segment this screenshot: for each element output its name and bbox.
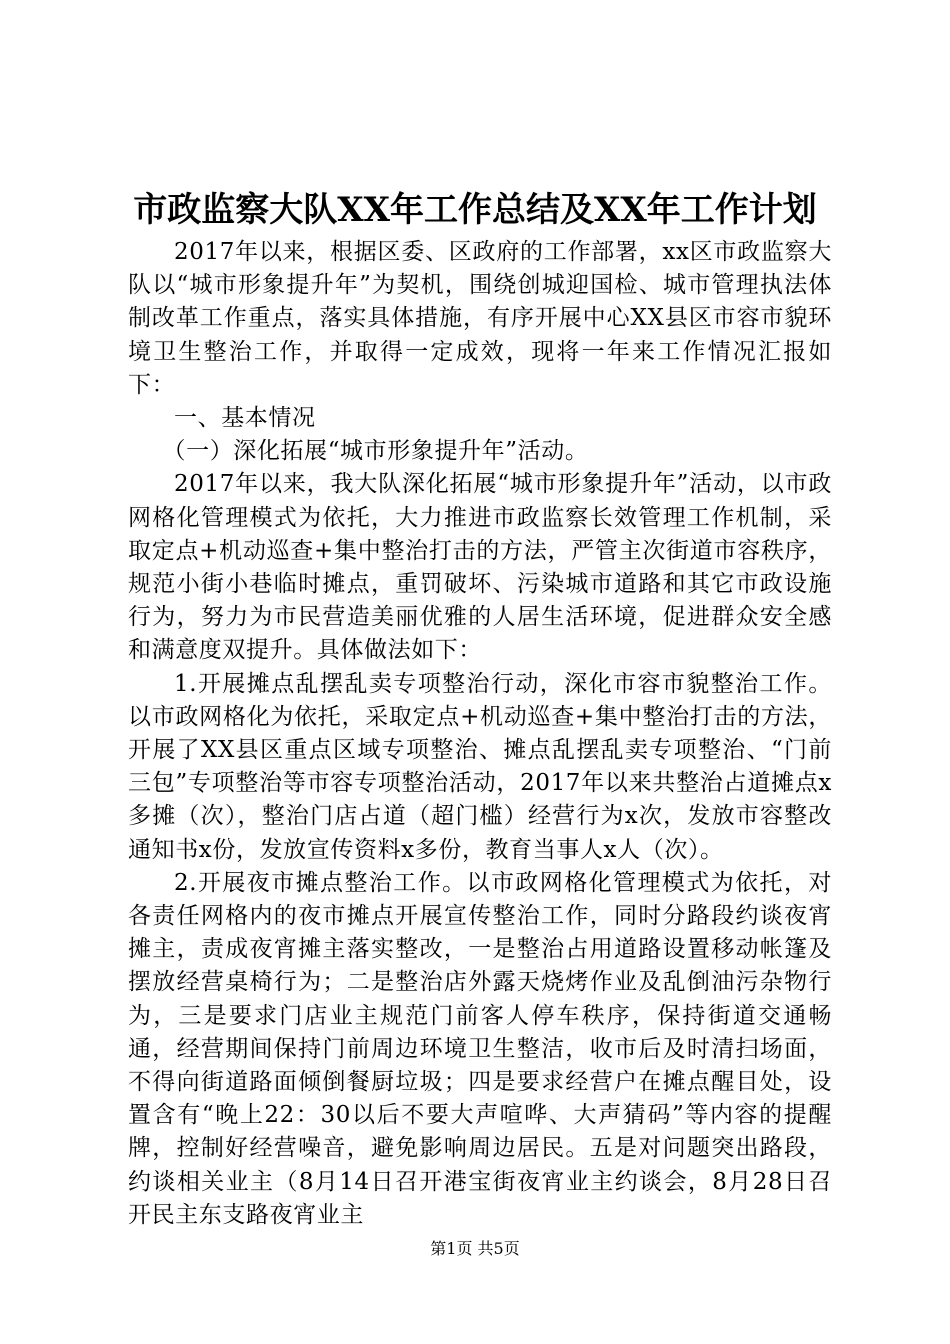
item-2-paragraph: 2.开展夜市摊点整治工作。以市政网格化管理模式为依托，对各责任网格内的夜市摊点开展宣传整治工作，同时分路段约谈夜宵摊主，责成夜宵摊主落实整改，一是整治占用道路设置移动帐篷及摆放经营桌椅行为；二是整治店外露天烧烤作业及乱倒油污杂物行为，三是要求门店业主规范门前客人停车秩序，保持街道交通畅通，经营期间保持门前周边环境卫生整洁，收市后及时清扫场面，不得向街道路面倾倒餐厨垃圾；四是要求经营户在摊点醒目处，设置含有“晚上22：30以后不要大声喧哗、大声猜码”等内容的提醒牌，控制好经营噪音，避免影响周边居民。五是对问题突出路段，约谈相关业主（8月14日召开港宝街夜宵业主约谈会，8月28日召开民主东支路夜宵业主 bbox=[128, 869, 832, 1228]
document-title: 市政监察大队XX年工作总结及XX年工作计划 bbox=[133, 190, 817, 230]
item-1-paragraph: 1.开展摊点乱摆乱卖专项整治行动，深化市容市貌整治工作。以市政网格化为依托，采取定点+机动巡查+集中整治打击的方法，开展了XX县区重点区域专项整治、摊点乱摆乱卖专项整治、“门前三包”专项整治等市容专项整治活动，2017年以来共整治占道摊点x多摊（次），整治门店占道（超门槛）经营行为x次，发放市容整改通知书x份，发放宣传资料x多份，教育当事人x人（次）。 bbox=[128, 670, 832, 863]
document-body bbox=[128, 236, 832, 1232]
intro-paragraph: 2017年以来，根据区委、区政府的工作部署，xx区市政监察大队以“城市形象提升年”为契机，围绕创城迎国检、城市管理执法体制改革工作重点，落实具体措施，有序开展中心XX县区市容市貌环境卫生整治工作，并取得一定成效，现将一年来工作情况汇报如下： bbox=[128, 239, 832, 398]
section-heading-basic: 一、基本情况 bbox=[174, 405, 316, 432]
subsection-heading-deepen: （一）深化拓展“城市形象提升年”活动。 bbox=[162, 438, 589, 465]
activity-paragraph: 2017年以来，我大队深化拓展“城市形象提升年”活动，以市政网格化管理模式为依托，大力推进市政监察长效管理工作机制，采取定点+机动巡查+集中整治打击的方法，严管主次街道市容秩序，规范小街小巷临时摊点，重罚破坏、污染城市道路和其它市政设施行为，努力为市民营造美丽优雅的人居生活环境，促进群众安全感和满意度双提升。具体做法如下： bbox=[128, 471, 832, 664]
page-footer: 第1页 共5页 bbox=[430, 1239, 520, 1258]
